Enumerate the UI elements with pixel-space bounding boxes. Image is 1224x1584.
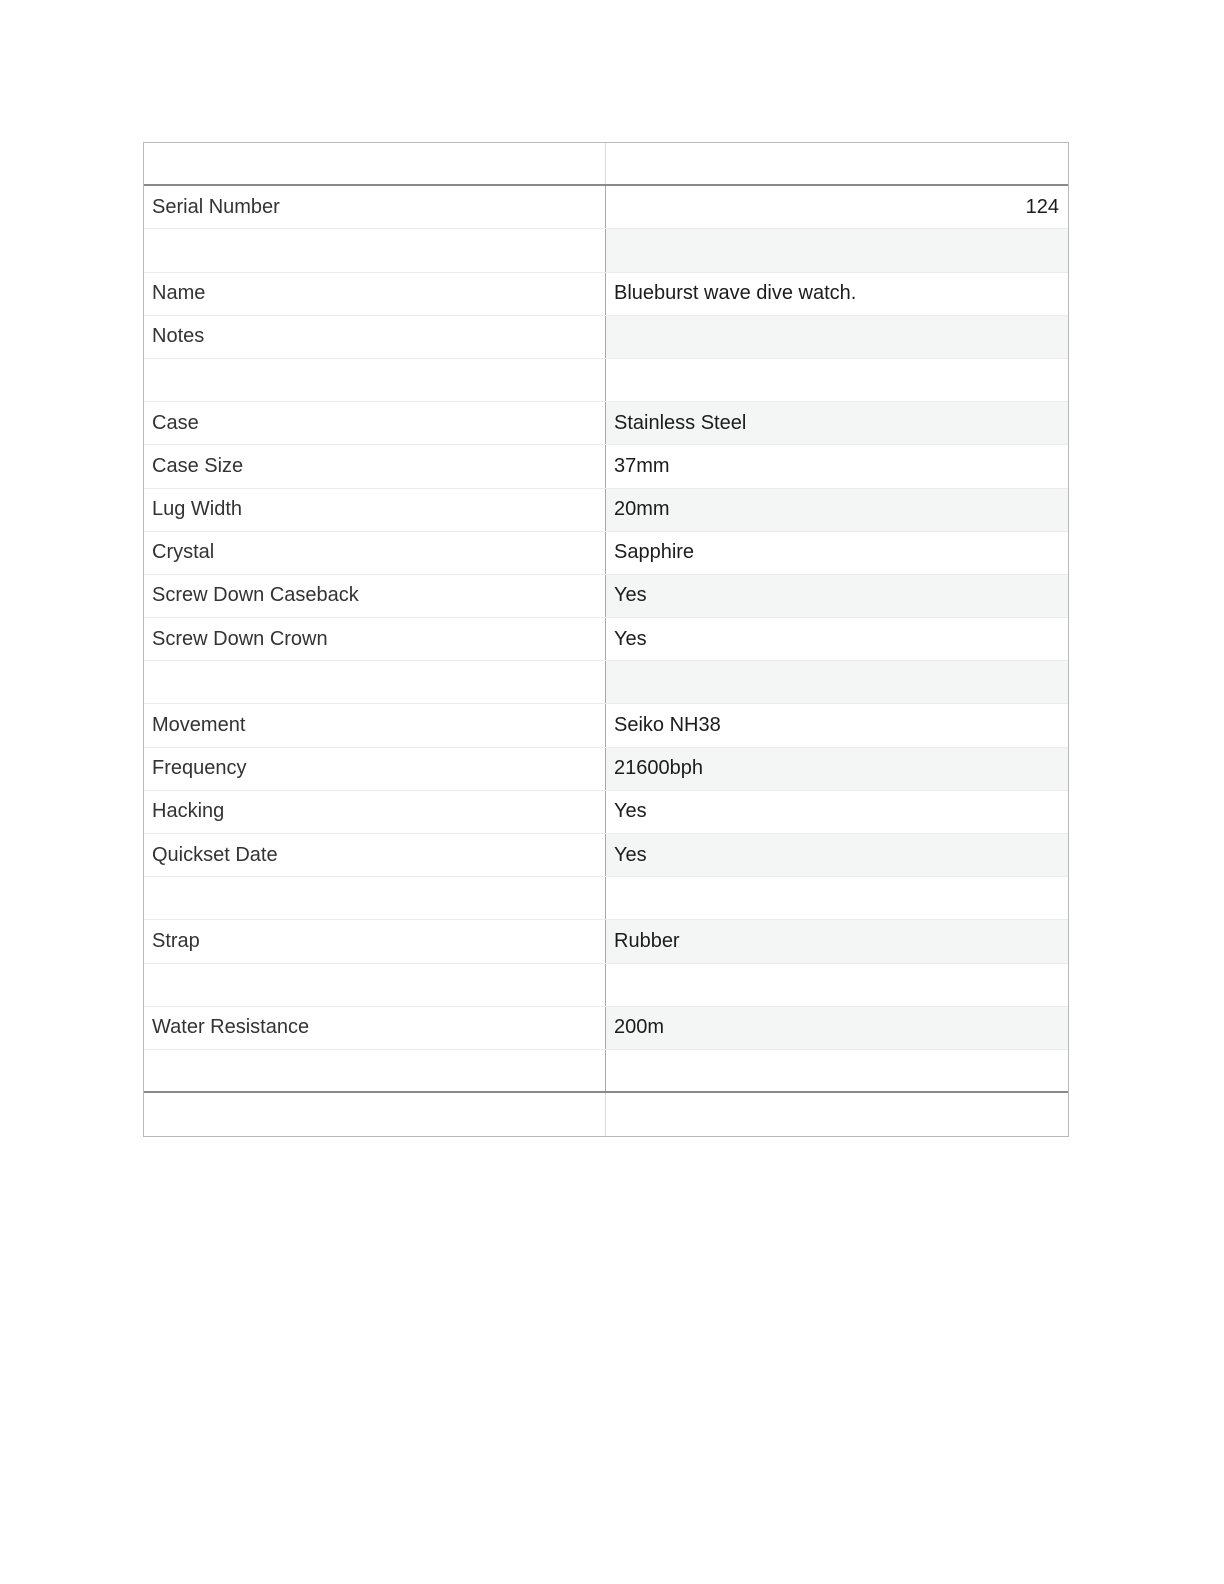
watch-spec-table (143, 142, 1069, 1137)
table-row-name (144, 273, 1068, 316)
table-cell-key[interactable]: Strap (144, 920, 606, 962)
table-cell-key[interactable]: Case (144, 402, 606, 444)
table-cell-value[interactable]: 20mm (606, 489, 1068, 531)
table-cell-value[interactable]: Yes (606, 834, 1068, 876)
table-cell-key[interactable]: Name (144, 273, 606, 315)
table-cell-value[interactable] (606, 1093, 1068, 1136)
table-cell-key[interactable]: Screw Down Crown (144, 618, 606, 660)
table-row-movement (144, 704, 1068, 747)
table-header-row (144, 143, 1068, 186)
table-cell-value[interactable] (606, 877, 1068, 919)
table-cell-key[interactable]: Crystal (144, 532, 606, 574)
table-row (144, 1050, 1068, 1093)
table-row-crystal (144, 532, 1068, 575)
table-cell-value[interactable]: Stainless Steel (606, 402, 1068, 444)
table-row (144, 877, 1068, 920)
table-cell-value[interactable]: Yes (606, 575, 1068, 617)
table-cell-value[interactable]: 21600bph (606, 748, 1068, 790)
table-cell-value[interactable] (606, 359, 1068, 401)
table-row-case-size (144, 445, 1068, 488)
table-cell-key[interactable] (144, 661, 606, 703)
table-row (144, 229, 1068, 272)
table-cell-key[interactable]: Notes (144, 316, 606, 358)
table-cell-value[interactable] (606, 661, 1068, 703)
table-cell-key[interactable] (144, 1093, 606, 1136)
table-row (144, 359, 1068, 402)
table-row-strap (144, 920, 1068, 963)
table-row-frequency (144, 748, 1068, 791)
table-cell-value[interactable]: 124 (1025, 195, 1059, 218)
table-cell-value[interactable]: Blueburst wave dive watch. (614, 282, 857, 305)
table-cell-key[interactable]: Water Resistance (144, 1007, 606, 1049)
table-row-screw-down-caseback (144, 575, 1068, 618)
table-cell-key[interactable]: Screw Down Caseback (144, 575, 606, 617)
table-row-notes (144, 316, 1068, 359)
table-cell-value[interactable] (606, 1050, 1068, 1091)
table-cell-value[interactable]: 200m (606, 1007, 1068, 1049)
table-row (144, 964, 1068, 1007)
table-cell-key[interactable] (144, 359, 606, 401)
table-cell-key[interactable]: Movement (144, 704, 606, 746)
table-cell-key[interactable]: Frequency (144, 748, 606, 790)
table-row-water-resistance (144, 1007, 1068, 1050)
table-cell-value[interactable] (606, 964, 1068, 1006)
table-cell-key[interactable] (144, 877, 606, 919)
table-cell-value[interactable]: Rubber (606, 920, 1068, 962)
table-cell-key[interactable] (144, 1050, 606, 1091)
table-row-hacking (144, 791, 1068, 834)
table-cell-key[interactable] (144, 143, 606, 184)
table-cell-key[interactable]: Quickset Date (144, 834, 606, 876)
table-row (144, 661, 1068, 704)
table-cell-key[interactable]: Hacking (144, 791, 606, 833)
table-cell-value[interactable] (606, 229, 1068, 271)
table-footer-row (144, 1093, 1068, 1136)
table-cell-value[interactable] (606, 143, 1068, 184)
table-cell-key[interactable]: Case Size (144, 445, 606, 487)
table-cell-key[interactable]: Serial Number (144, 186, 606, 228)
table-cell-value[interactable]: Yes (614, 800, 647, 823)
table-cell-key[interactable] (144, 964, 606, 1006)
table-row-lug-width (144, 489, 1068, 532)
table-cell-value[interactable]: Seiko NH38 (614, 714, 721, 737)
table-cell-key[interactable] (144, 229, 606, 271)
table-cell-key[interactable]: Lug Width (144, 489, 606, 531)
table-cell-value[interactable] (606, 316, 1068, 358)
table-row-screw-down-crown (144, 618, 1068, 661)
table-row-case (144, 402, 1068, 445)
table-row-serial-number (144, 186, 1068, 229)
table-cell-value[interactable]: Sapphire (614, 541, 695, 564)
table-cell-value[interactable]: Yes (614, 627, 647, 650)
table-cell-value[interactable]: 37mm (614, 454, 670, 477)
table-row-quickset-date (144, 834, 1068, 877)
